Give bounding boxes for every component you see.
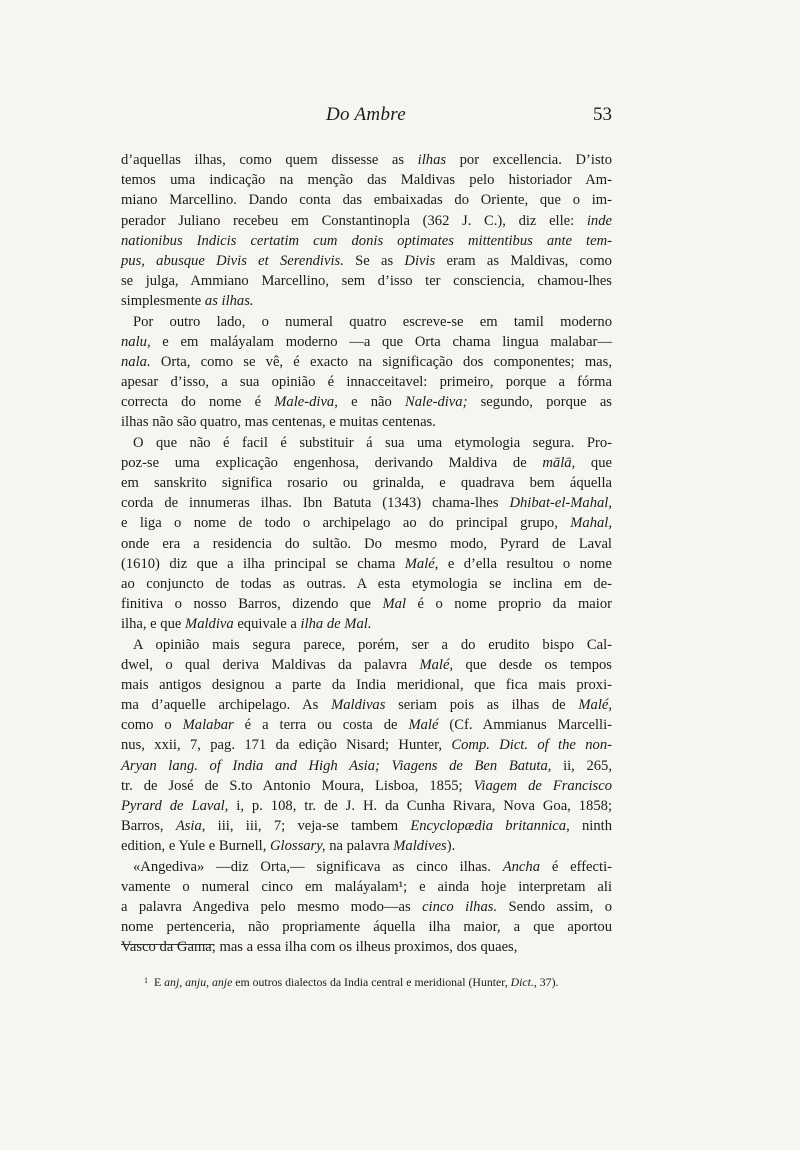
text-line xyxy=(121,271,612,291)
text-run: (Cf. Ammianus Marcelli- xyxy=(438,717,612,734)
italic-run: Nale-diva; xyxy=(405,394,468,411)
text-line xyxy=(121,312,612,332)
italic-run: Male-diva, xyxy=(274,394,338,411)
italic-run: Asia, xyxy=(175,818,206,835)
text-run: onde era a residencia do sultão. Do mesmo modo, Pyrard de Laval xyxy=(121,535,612,552)
text-run: que xyxy=(575,454,612,471)
text-line xyxy=(121,513,612,533)
text-run: como o xyxy=(121,717,183,734)
text-run: edition, e Yule e Burnell, xyxy=(121,838,271,855)
text-line xyxy=(121,433,612,453)
italic-run: inde xyxy=(586,212,612,229)
italic-run: nationibus Indicis certatim cum donis optimates mittentibus ante tem- xyxy=(121,232,612,249)
footnote-marker: 1 xyxy=(144,976,148,985)
text-line xyxy=(121,453,612,473)
body-text xyxy=(121,150,612,958)
italic-run: Divis xyxy=(404,252,436,269)
text-run: é o nome proprio da maior xyxy=(406,596,612,613)
text-run: Barros, xyxy=(121,818,176,835)
italic-run: Malé, xyxy=(404,555,439,572)
text-run: na palavra xyxy=(325,838,394,855)
italic-run: ilha de Mal. xyxy=(300,616,372,633)
text-line xyxy=(121,574,612,594)
text-run: ilhas não são quatro, mas centenas, e muitas centenas. xyxy=(121,414,436,431)
text-run: i, p. 108, tr. de J. H. da Cunha Rivara, Nova Goa, 1858; xyxy=(228,798,612,814)
text-line xyxy=(121,715,612,735)
text-run: vamente o numeral cinco em maláyalam¹; e ainda hoje interpretam ali xyxy=(121,878,612,895)
text-line xyxy=(121,190,612,210)
text-line xyxy=(121,150,612,170)
text-run: é a terra ou costa de xyxy=(233,717,409,734)
footnote-text-2: em outros dialectos da India central e meridional (Hunter, xyxy=(232,975,511,989)
italic-run: Malabar xyxy=(182,717,234,734)
text-line xyxy=(121,675,612,695)
text-run: dwel, o qual deriva Maldivas da palavra xyxy=(121,656,420,673)
text-line xyxy=(121,211,612,231)
text-line xyxy=(121,412,612,432)
text-run: ii, 265, xyxy=(551,757,613,774)
text-run: Se as xyxy=(343,252,405,269)
italic-run: Maldiva xyxy=(185,616,234,633)
text-line xyxy=(121,291,612,311)
text-run: correcta do nome é xyxy=(121,394,275,411)
italic-run: Maldives xyxy=(393,838,447,855)
text-run: por excellencia. D’isto xyxy=(446,152,612,168)
footnote-italic-1: anj, anju, anje xyxy=(164,975,233,989)
text-run: e d’ella resultou o nome xyxy=(438,555,612,572)
text-line xyxy=(121,695,612,715)
text-run: Sendo assim, o xyxy=(497,898,612,915)
italic-run: cinco ilhas. xyxy=(422,898,498,915)
italic-run: ilhas xyxy=(417,152,447,168)
text-run: miano Marcellino. Dando conta das embaixadas do Oriente, que o im- xyxy=(121,192,612,209)
italic-run: Malé, xyxy=(578,697,612,714)
text-run: ilha, e que xyxy=(121,616,186,633)
text-line xyxy=(121,816,612,836)
text-run: seriam pois as ilhas de xyxy=(385,697,579,714)
italic-run: Mahal, xyxy=(570,515,612,532)
text-line xyxy=(121,857,612,877)
text-run: A opinião mais segura parece, porém, ser a do erudito bispo Cal- xyxy=(133,636,612,653)
text-line xyxy=(121,332,612,352)
text-line xyxy=(121,231,612,251)
text-run: simplesmente xyxy=(121,293,205,310)
text-run: segundo, porque as xyxy=(467,394,612,411)
text-line xyxy=(121,352,612,372)
italic-run: Pyrard de Laval, xyxy=(121,798,229,814)
text-run: é effecti- xyxy=(540,858,612,875)
footnote-rule xyxy=(121,944,213,945)
italic-run: nala. xyxy=(121,353,151,370)
italic-run: Aryan lang. of India and High Asia; Viagens de Ben Batuta, xyxy=(121,757,552,774)
text-run: temos uma indicação na menção das Maldivas pelo historiador Am- xyxy=(121,172,612,189)
text-run: O que não é facil é substituir á sua uma etymologia segura. Pro- xyxy=(133,434,612,451)
text-run: (1610) diz que a ilha principal se chama xyxy=(121,555,405,572)
italic-run: pus, abusque Divis et Serendivis. xyxy=(121,252,344,269)
italic-run: nalu, xyxy=(121,333,151,350)
italic-run: Maldivas xyxy=(331,697,386,714)
running-head xyxy=(120,104,612,130)
text-line xyxy=(121,493,612,513)
italic-run: Encyclopædia britannica, xyxy=(410,818,570,835)
italic-run: Glossary, xyxy=(270,838,326,855)
text-run: d’aquellas ilhas, como quem dissesse as xyxy=(121,152,418,168)
text-run: iii, iii, 7; veja-se tambem xyxy=(205,818,411,835)
footnote-text-1: E xyxy=(154,975,165,989)
text-line xyxy=(121,756,612,776)
text-run: ma d’aquelle archipelago. As xyxy=(121,697,332,714)
footnote-italic-2: Dict., xyxy=(510,975,537,989)
text-line xyxy=(121,594,612,614)
text-run: ). xyxy=(446,838,456,855)
italic-run: Viagem de Francisco xyxy=(473,777,612,794)
text-run: em sanskrito significa rosario ou grinalda, e quadrava bem áquella xyxy=(121,475,612,491)
italic-run: Comp. Dict. of the non- xyxy=(451,737,612,754)
text-run: e liga o nome de todo o archipelago ao do principal grupo, xyxy=(121,515,571,532)
text-run: equivale a xyxy=(233,616,301,633)
text-run: corda de innumeras ilhas. Ibn Batuta (1343) chama-lhes xyxy=(121,495,510,512)
text-line xyxy=(121,735,612,755)
footnote-text-3: 37). xyxy=(536,975,559,989)
text-line xyxy=(121,372,612,392)
text-run: Orta, como se vê, é exacto na significação dos componentes; mas, xyxy=(150,353,612,370)
text-line xyxy=(121,635,612,655)
text-run: nome pertenceria, não propriamente áquella ilha maior, a que aportou xyxy=(121,919,612,936)
text-run: tr. de José de S.to Antonio Moura, Lisboa, 1855; xyxy=(121,777,474,794)
text-line xyxy=(121,877,612,897)
text-line xyxy=(121,836,612,856)
text-run: nus, xxii, 7, pag. 171 da edição Nisard; Hunter, xyxy=(121,737,452,754)
italic-run: mālā, xyxy=(542,454,576,471)
text-line xyxy=(121,614,612,634)
text-line xyxy=(121,655,612,675)
text-run: se julga, Ammiano Marcellino, sem d’isso ter consciencia, chamou-lhes xyxy=(121,273,612,290)
text-run: apesar d’isso, a sua opinião é innacceitavel: primeiro, porque a fórma xyxy=(121,374,612,391)
italic-run: Mal xyxy=(382,596,407,613)
text-run: Vasco da Gama; mas a essa ilha com os ilheus proximos, dos quaes, xyxy=(121,939,518,956)
text-line xyxy=(121,473,612,493)
text-run: ninth xyxy=(569,818,612,835)
italic-run: as ilhas. xyxy=(204,293,254,310)
text-line xyxy=(121,392,612,412)
text-run: poz-se uma explicação engenhosa, derivando Maldiva de xyxy=(121,454,543,471)
text-line xyxy=(121,554,612,574)
text-run: que desde os tempos xyxy=(453,656,612,673)
text-line xyxy=(121,937,612,957)
text-run: perador Juliano recebeu em Constantinopla (362 J. C.), diz elle: xyxy=(121,212,587,229)
text-run: eram as Maldivas, como xyxy=(435,252,612,269)
text-line xyxy=(121,170,612,190)
text-line xyxy=(121,917,612,937)
text-run: Por outro lado, o numeral quatro escreve-se em tamil moderno xyxy=(133,313,612,330)
footnote xyxy=(144,975,558,990)
text-run: e não xyxy=(337,394,406,411)
running-title: Do Ambre xyxy=(326,104,406,125)
text-run: «Angediva» —diz Orta,— significava as cinco ilhas. xyxy=(133,858,503,875)
text-run: mais antigos designou a parte da India meridional, que fica mais proxi- xyxy=(121,676,612,693)
text-line xyxy=(121,251,612,271)
text-run: a palavra Angediva pelo mesmo modo—as xyxy=(121,898,423,915)
italic-run: Dhibat-el-Mahal, xyxy=(509,495,612,512)
text-run: e em maláyalam moderno —a que Orta chama lingua malabar— xyxy=(150,333,612,350)
text-run: finitiva o nosso Barros, dizendo que xyxy=(121,596,383,613)
page-number: 53 xyxy=(593,104,612,125)
italic-run: Malé, xyxy=(419,656,454,673)
text-line xyxy=(121,534,612,554)
italic-run: Ancha xyxy=(502,858,540,875)
italic-run: Malé xyxy=(408,717,439,734)
text-line xyxy=(121,897,612,917)
text-line xyxy=(121,796,612,816)
text-run: ao conjuncto de todas as outras. A esta etymologia se inclina em de- xyxy=(121,575,612,592)
text-line xyxy=(121,776,612,796)
